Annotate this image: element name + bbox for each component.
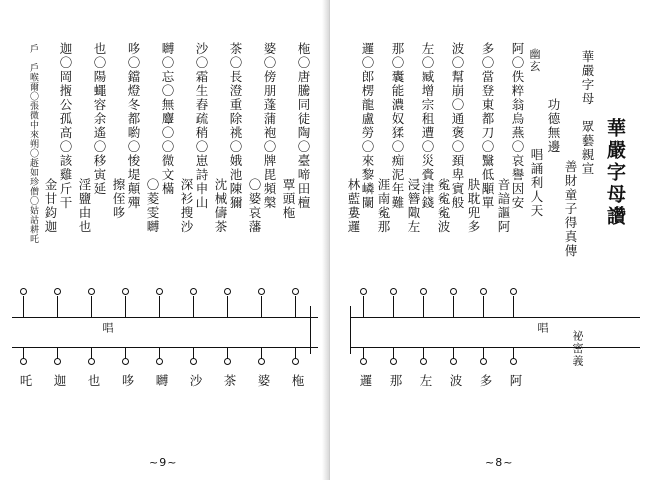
chant-syllable-column: 沙〇霜生舂疏稍〇崽詩申山 (194, 42, 209, 210)
intro-column: 善財童子得真傳 (563, 160, 578, 258)
chant-rhyme-column: 〇婆哀藩 (247, 178, 262, 234)
staff-mark-stem (363, 296, 364, 318)
chant-rhyme-column: 金甘鈞迦 (43, 178, 58, 234)
staff-mark-lower-notehead (122, 358, 129, 365)
staff-mark-stem (227, 296, 228, 318)
chant-rhyme-column: 覃頭柂 (281, 178, 296, 220)
staff-mark-notehead (450, 288, 457, 295)
bottom-syllable: 那 (388, 374, 403, 388)
bottom-syllable: 茶 (222, 374, 237, 388)
section-label: 幽玄 (528, 48, 541, 73)
bottom-syllable: 沙 (188, 374, 203, 388)
staff-mark-stem (513, 296, 514, 318)
bottom-syllable: 邏 (358, 374, 373, 388)
chant-syllable-column: 也〇陽蠅容余遙〇移寅延 (92, 42, 107, 196)
chant-syllable-column: 迦〇岡揯公孤高〇該雞斤干 (58, 42, 73, 210)
chant-syllable-column: 多〇當登東都刀〇黳低顒單 (480, 42, 495, 210)
chant-rhyme-column: 沈械儔茶 (213, 178, 228, 234)
staff-mark-stem (295, 296, 296, 318)
staff-mark-stem (23, 296, 24, 318)
staff-mark-lower-notehead (20, 358, 27, 365)
staff-mark-stem (393, 296, 394, 318)
staff-mark-lower-notehead (258, 358, 265, 365)
staff-mark-stem (91, 296, 92, 318)
staff-mark-stem (159, 296, 160, 318)
staff-mark-lower-notehead (156, 358, 163, 365)
page-number-left: ~9~ (149, 456, 178, 469)
staff-mark-notehead (480, 288, 487, 295)
right-page (330, 0, 660, 480)
chant-rhyme-column: 深衫搜沙 (179, 178, 194, 234)
staff-mark-lower-notehead (390, 358, 397, 365)
bottom-syllable: 哆 (120, 374, 135, 388)
chant-rhyme-column: 林藍婁邏 (346, 178, 361, 234)
staff-mark-notehead (20, 288, 27, 295)
staff-mark-lower-notehead (292, 358, 299, 365)
staff-mark-notehead (122, 288, 129, 295)
staff-mark-lower-notehead (190, 358, 197, 365)
chant-syllable-column: 邏〇郎楞龍盧勞〇來黎嶙闌 (360, 42, 375, 210)
staff-mark-stem (57, 296, 58, 318)
bottom-syllable: 迦 (52, 374, 67, 388)
bottom-syllable: 也 (86, 374, 101, 388)
staff-mark-lower-notehead (450, 358, 457, 365)
rest-marker: 唱 (536, 322, 549, 335)
staff-mark-notehead (88, 288, 95, 295)
chant-syllable-column: 左〇臧增宗租遭〇災賫津錢 (420, 42, 435, 210)
chant-syllable-column: 那〇囊能濃奴猱〇痴泥年難 (390, 42, 405, 210)
phonetic-notes-column: 戶 戶喉爾〇張微中來朔〇䞣如珍僧〇姑詁耕吒 (28, 44, 38, 244)
staff-mark-lower-notehead (480, 358, 487, 365)
bottom-syllable: 多 (478, 374, 493, 388)
author-line: 祕密義 (571, 330, 584, 368)
chant-rhyme-column: 涯南㝹那 (376, 178, 391, 234)
staff-mark-stem (125, 296, 126, 318)
intro-column: 功德無邊 (546, 98, 561, 154)
bottom-syllable: 柂 (290, 374, 305, 388)
chant-syllable-column: 阿〇佚粹翁烏燕〇哀譽因安 (510, 42, 525, 210)
staff-mark-lower-notehead (360, 358, 367, 365)
chant-syllable-column: 婆〇傍朋蓬蒲袍〇牌毘頻槃 (262, 42, 277, 210)
staff-mark-notehead (360, 288, 367, 295)
staff-mark-lower-notehead (510, 358, 517, 365)
staff-mark-notehead (190, 288, 197, 295)
staff-mark-notehead (54, 288, 61, 295)
staff-mark-stem (423, 296, 424, 318)
staff-mark-notehead (156, 288, 163, 295)
staff-mark-notehead (258, 288, 265, 295)
page-number-right: ~8~ (485, 456, 514, 469)
bottom-syllable: 嚩 (154, 374, 169, 388)
staff-mark-stem (483, 296, 484, 318)
staff-mark-stem (261, 296, 262, 318)
chant-rhyme-column: 擦侄哆 (111, 178, 126, 220)
chant-syllable-column: 波〇幫崩〇通褒〇頚卑賓般 (450, 42, 465, 210)
staff-mark-lower-notehead (420, 358, 427, 365)
chant-rhyme-column: 淫鹽由也 (77, 178, 92, 234)
chant-rhyme-column: 音諳謳阿 (496, 178, 511, 234)
intro-column: 唱誦利人天 (529, 148, 544, 218)
staff-end-bar (310, 306, 311, 354)
page-title: 華嚴字母讚 (604, 118, 626, 228)
staff-mark-lower-notehead (224, 358, 231, 365)
staff-mark-notehead (390, 288, 397, 295)
staff-mark-notehead (224, 288, 231, 295)
staff-mark-notehead (420, 288, 427, 295)
intro-column: 華嚴字母 眾藝親宣 (580, 50, 595, 176)
staff-mark-stem (193, 296, 194, 318)
chant-syllable-column: 茶〇長澄重除祧〇娥池陳獮 (228, 42, 243, 210)
staff-mark-lower-notehead (88, 358, 95, 365)
bottom-syllable: 阿 (508, 374, 523, 388)
bottom-syllable: 波 (448, 374, 463, 388)
staff-mark-lower-notehead (54, 358, 61, 365)
chant-rhyme-column: 浸簪陬左 (406, 178, 421, 234)
bottom-syllable: 左 (418, 374, 433, 388)
staff-start-bar (350, 306, 351, 354)
chant-rhyme-column: 〇菱雯嚩 (145, 178, 160, 234)
chant-syllable-column: 嚩〇忘〇無麞〇〇微文樠 (160, 42, 175, 196)
bottom-syllable: 婆 (256, 374, 271, 388)
chant-syllable-column: 柂〇唐騰同徒陶〇臺啼田檀 (296, 42, 311, 210)
chant-rhyme-column: 㝹㝹㝹波 (436, 178, 451, 234)
bottom-syllable: 吒 (18, 374, 33, 388)
rest-marker: 唱 (101, 322, 114, 335)
chant-rhyme-column: 䏐耽兜多 (466, 178, 481, 234)
staff-mark-stem (453, 296, 454, 318)
staff-mark-notehead (510, 288, 517, 295)
chant-syllable-column: 哆〇鐺燈冬都喲〇悛堤顛殫 (126, 42, 141, 210)
staff-mark-notehead (292, 288, 299, 295)
